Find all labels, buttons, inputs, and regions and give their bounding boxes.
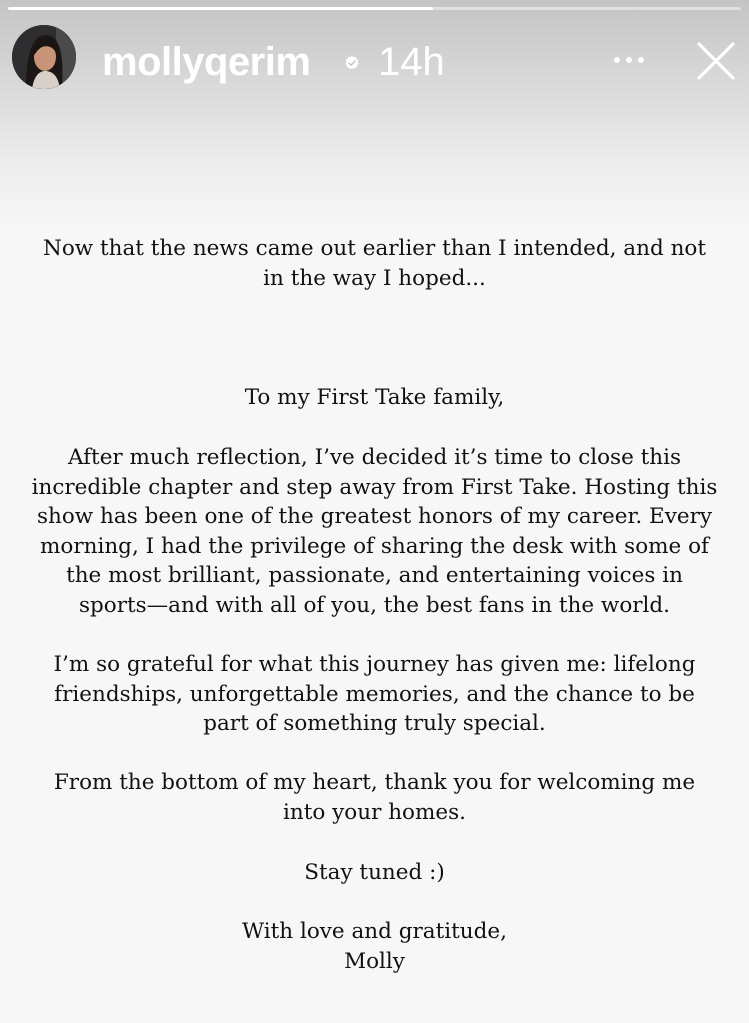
close-icon[interactable] (696, 41, 736, 81)
profile-avatar[interactable] (12, 25, 76, 89)
body-line: part of something truly special. (203, 711, 546, 736)
closing-line: With love and gratitude, (242, 919, 507, 944)
body-line: the most brilliant, passionate, and entertaining voices in (66, 563, 683, 588)
greeting (20, 383, 729, 413)
intro-paragraph (20, 234, 729, 293)
stay-tuned (20, 858, 729, 888)
post-timestamp: 14h (378, 40, 445, 84)
body-line: I’m so grateful for what this journey has given me: lifelong (53, 652, 696, 677)
signature-name: Molly (344, 948, 405, 974)
sign-off (20, 917, 729, 976)
body-line: show has been one of the greatest honors of my career. Every (36, 504, 713, 529)
body-line: incredible chapter and step away from First Take. Hosting this (31, 474, 718, 500)
story-progress-bar (8, 7, 741, 10)
story-progress-fill (8, 7, 433, 10)
intro-line: Now that the news came out earlier than I intended, and not (43, 236, 706, 261)
paragraph-farewell (20, 443, 729, 620)
body-line: friendships, unforgettable memories, and the chance to be (54, 681, 695, 707)
body-line: morning, I had the privilege of sharing the desk with some of (40, 533, 709, 559)
greeting-line: To my First Take family, (244, 385, 505, 410)
paragraph-gratitude (20, 650, 729, 739)
body-line: From the bottom of my heart, thank you for welcoming me (53, 770, 696, 795)
more-options-icon[interactable] (608, 49, 650, 71)
body-line: sports—and with all of you, the best fans in the world. (78, 592, 671, 618)
story-header (12, 25, 737, 91)
username[interactable]: mollyqerim (102, 40, 311, 84)
body-line: After much reflection, I’ve decided it’s time to close this (67, 445, 682, 470)
intro-line: in the way I hoped... (263, 265, 486, 291)
verified-badge-icon (344, 55, 360, 71)
body-line: into your homes. (283, 799, 466, 825)
stay-tuned-line: Stay tuned :) (304, 860, 445, 885)
avatar-image (12, 25, 76, 89)
paragraph-thanks (20, 768, 729, 827)
